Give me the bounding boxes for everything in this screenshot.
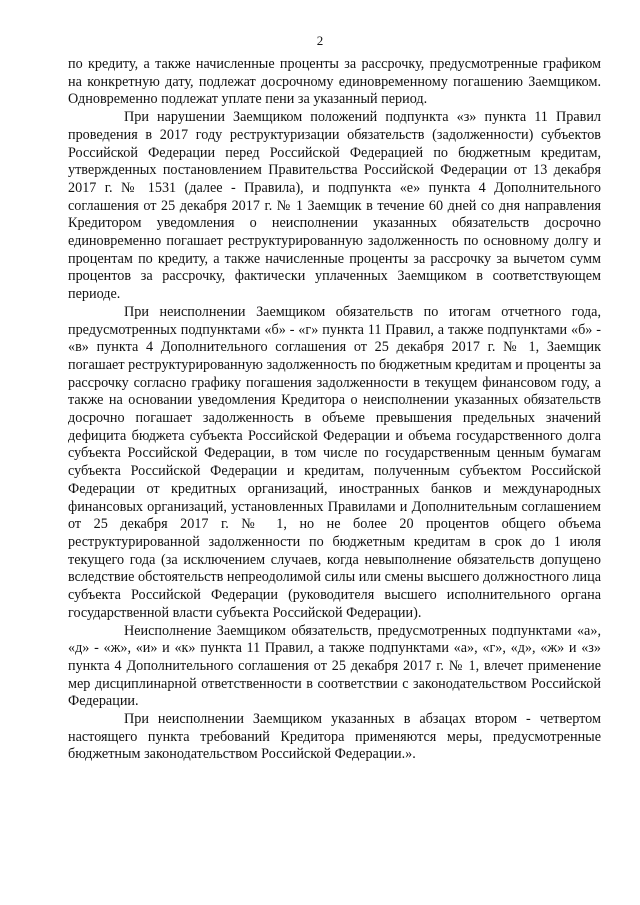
paragraph-budget-measures: При неисполнении Заемщиком указанных в абзацах втором - четвертом настоящего пункта требований Кредитора применяются меры, предусмотренные бюджетным законодательством Российской Федерации.».: [68, 711, 601, 763]
paragraph-continuation: по кредиту, а также начисленные проценты за рассрочку, предусмотренные графиком на конкретную дату, подлежат досрочному единовременному погашению Заемщиком. Одновременно подлежат уплате пени за указанный период.: [68, 56, 601, 108]
paragraph-disciplinary-liability: Неисполнение Заемщиком обязательств, предусмотренных подпунктами «а», «д» - «ж», «и» и «к» пункта 11 Правил, а также подпунктами «а», «г», «д», «ж» и «з» пункта 4 Дополнительного соглашения от 25 декабря 2017 г. № 1, влечет применение мер дисциплинарной ответственности в соответствии с законодательством Российской Федерации.: [68, 622, 601, 710]
page-number: 2: [316, 33, 324, 48]
paragraph-nonfulfillment-reporting-year: При неисполнении Заемщиком обязательств по итогам отчетного года, предусмотренных подпунктами «б» - «г» пункта 11 Правил, а также подпунктами «б» - «в» пункта 4 Дополнительного соглашения от 25 декабря 2017 г. № 1, Заемщик погашает реструктурированную задолженность по бюджетным кредитам и проценты за рассрочку согласно графику погашения задолженности в текущем финансовом году, а также на основании уведомления Кредитора о неисполнении указанных обязательств досрочно погашает задолженность в объеме превышения предельных значений дефицита бюджета субъекта Российской Федерации и объема государственного долга субъекта Российской Федерации, в том числе по государственным ценным бумагам субъекта Российской Федерации и кредитам, полученным субъектом Российской Федерации от кредитных организаций, иностранных банков и международных финансовых организаций, установленных Правилами и Дополнительным соглашением от 25 декабря 2017 г. № 1, но не более 20 процентов общего объема реструктурированной задолженности по бюджетным кредитам в срок до 1 июля текущего года (за исключением случаев, когда невыполнение обязательств допущено вследствие обстоятельств непреодолимой силы или смены высшего должностного лица субъекта Российской Федерации (руководителя высшего исполнительного органа государственной власти субъекта Российской Федерации).: [68, 303, 601, 621]
paragraph-breach-subparagraph-z: При нарушении Заемщиком положений подпункта «з» пункта 11 Правил проведения в 2017 году реструктуризации обязательств (задолженности) субъектов Российской Федерации перед Российской Федерацией по бюджетным кредитам, утвержденных постановлением Правительства Российской Федерации от 13 декабря 2017 г. № 1531 (далее - Правила), и подпункта «е» пункта 4 Дополнительного соглашения от 25 декабря 2017 г. № 1 Заемщик в течение 60 дней со дня направления Кредитором уведомления о неисполнении указанных обязательств досрочно единовременно погашает реструктурированную задолженность по основному долгу и процентам по кредиту, а также начисленные проценты за рассрочку за вычетом сумм процентов за рассрочку, фактически уплаченных Заемщиком в соответствующем периоде.: [68, 109, 601, 303]
document-body: [68, 56, 601, 764]
